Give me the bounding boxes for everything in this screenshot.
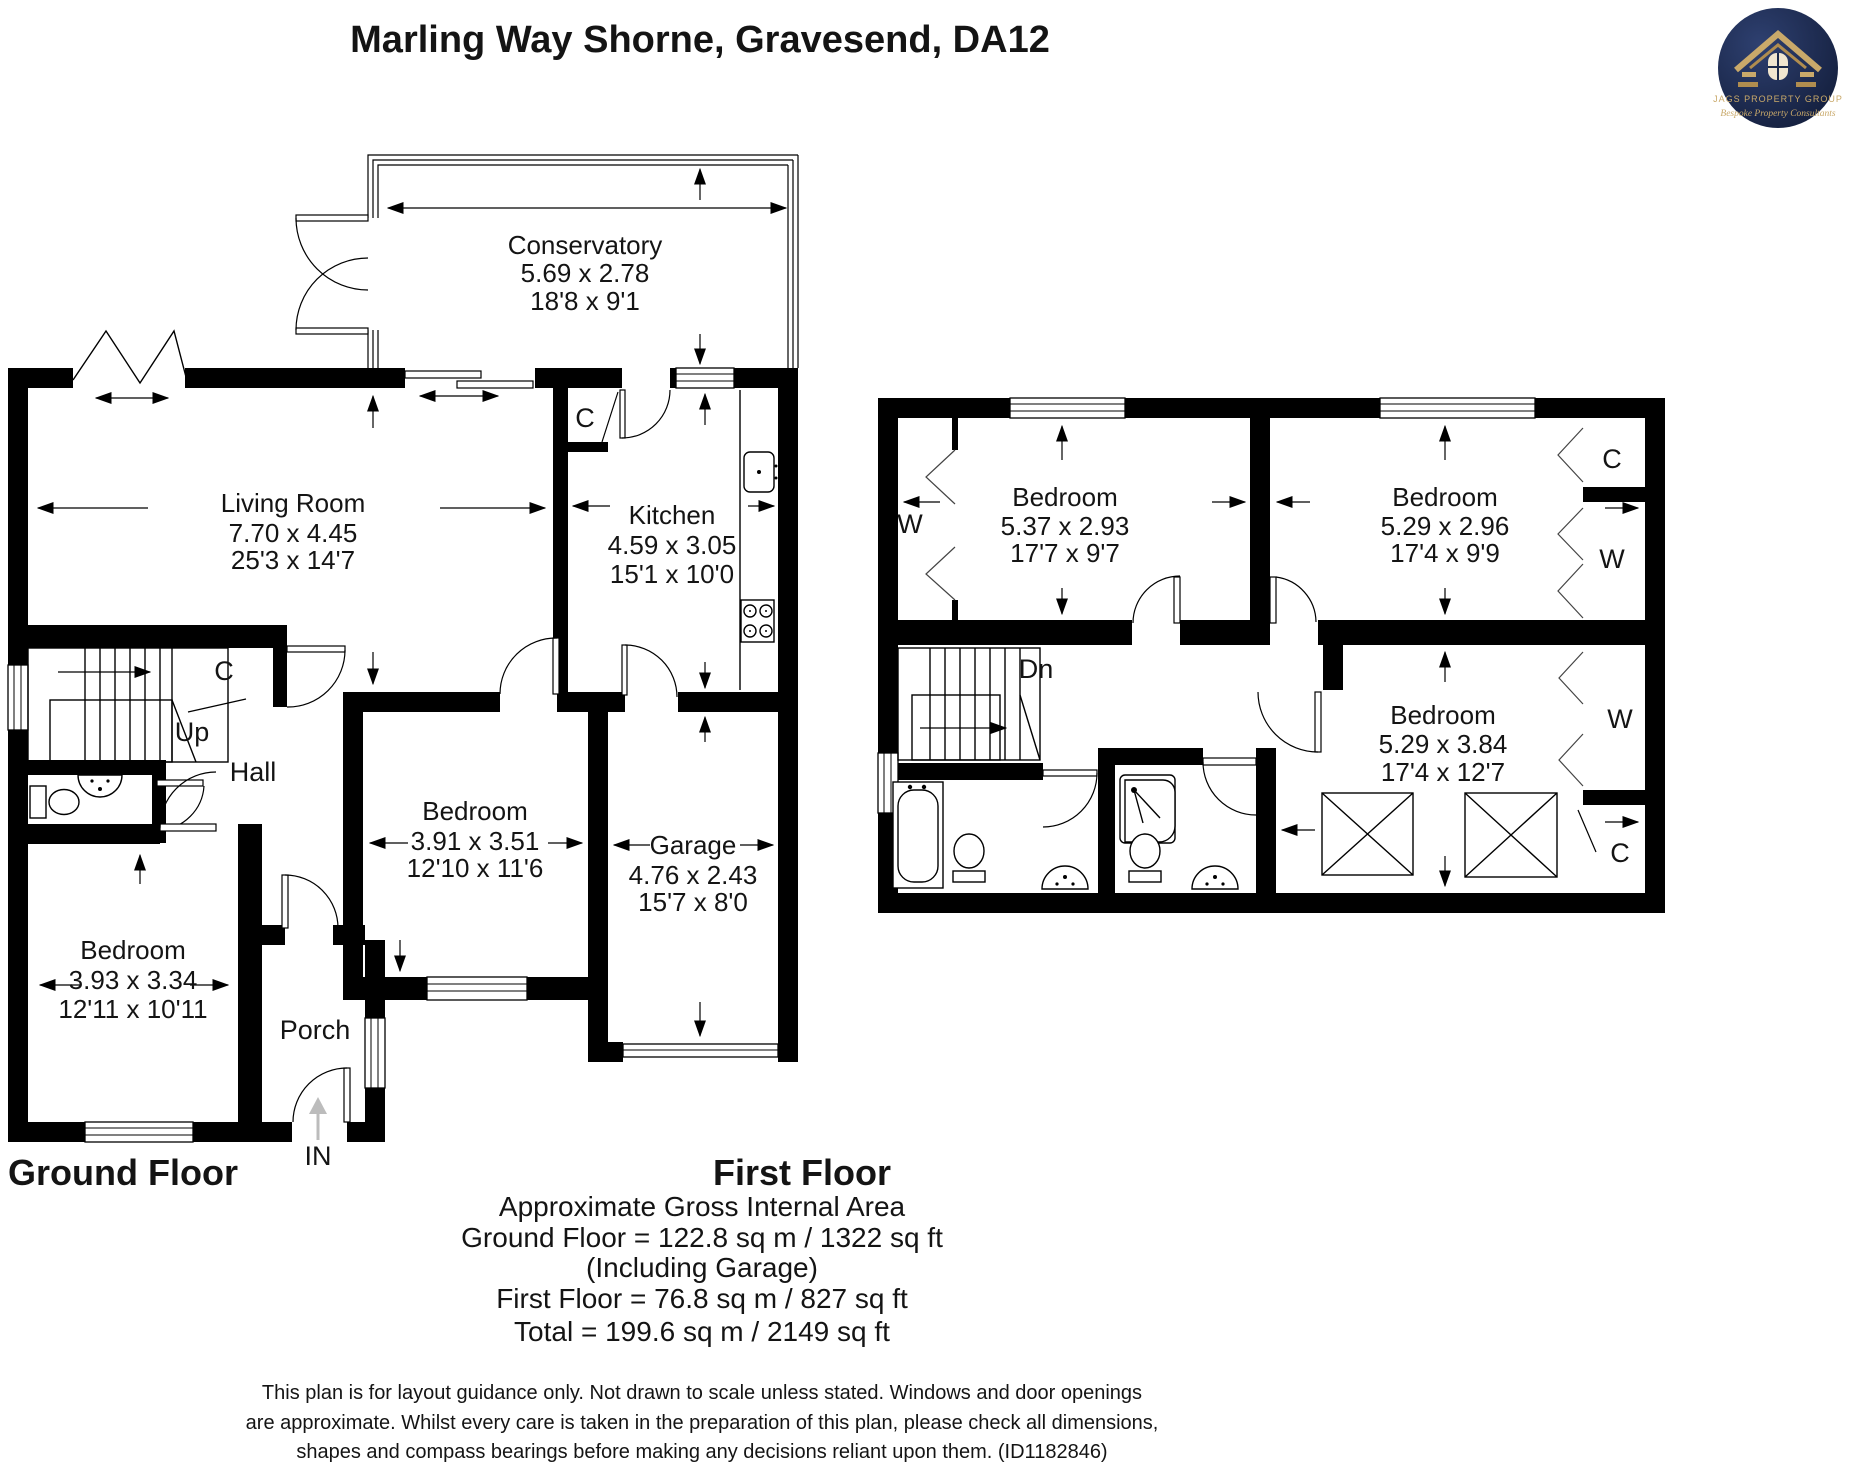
shower-icon bbox=[1120, 775, 1175, 843]
cupboard-label-right-bedroom: C bbox=[1602, 444, 1622, 474]
disclaimer bbox=[246, 1382, 1159, 1463]
kitchen-door-icon bbox=[620, 390, 670, 438]
svg-text:Living Room: Living Room bbox=[220, 488, 366, 518]
french-doors bbox=[296, 215, 368, 334]
basin-icon bbox=[1192, 866, 1238, 889]
svg-text:Bedroom: Bedroom bbox=[422, 796, 528, 826]
sliding-door-icon bbox=[405, 371, 533, 396]
stair-cupboard-door-icon bbox=[188, 699, 246, 712]
porch-label: Porch bbox=[279, 1015, 351, 1045]
svg-text:17'7 x 9'7: 17'7 x 9'7 bbox=[1010, 538, 1120, 568]
kitchen-cupboard-door-icon bbox=[602, 392, 618, 442]
room-label-left-bedroom bbox=[1001, 482, 1130, 568]
svg-text:5.37 x 2.93: 5.37 x 2.93 bbox=[1000, 511, 1130, 541]
stairs-down-label: Dn bbox=[1018, 654, 1054, 684]
wardrobe-label-back-bedroom: W bbox=[1607, 704, 1633, 734]
front-bedroom-window-icon bbox=[85, 1122, 193, 1142]
ground-floor-windows bbox=[8, 368, 778, 1142]
shower-room-fixtures bbox=[1120, 775, 1238, 889]
hob-icon bbox=[741, 600, 774, 642]
svg-text:3.91 x 3.51: 3.91 x 3.51 bbox=[410, 826, 540, 856]
agency-logo bbox=[1713, 8, 1843, 128]
toilet-icon bbox=[30, 786, 79, 818]
svg-text:Garage: Garage bbox=[649, 830, 737, 860]
right-bedroom-window-icon bbox=[1380, 398, 1535, 418]
right-bedroom-door-icon bbox=[1270, 577, 1316, 623]
summary-line: First Floor = 76.8 sq m / 827 sq ft bbox=[496, 1283, 908, 1314]
garage-internal-door-icon bbox=[622, 645, 677, 697]
ground-floor-heading: Ground Floor bbox=[8, 1152, 238, 1193]
sink-icon bbox=[744, 452, 778, 492]
svg-text:Bedroom: Bedroom bbox=[1012, 482, 1118, 512]
svg-text:17'4 x 9'9: 17'4 x 9'9 bbox=[1390, 538, 1500, 568]
summary-line: (Including Garage) bbox=[586, 1252, 818, 1283]
basin-icon bbox=[78, 775, 122, 797]
cupboard-label-stairs: C bbox=[214, 656, 234, 686]
svg-text:25'3 x 14'7: 25'3 x 14'7 bbox=[230, 545, 356, 575]
middle-bedroom-door-icon bbox=[500, 638, 559, 694]
svg-text:15'1 x 10'0: 15'1 x 10'0 bbox=[609, 559, 735, 589]
wardrobe-label-right-bedroom: W bbox=[1599, 544, 1625, 574]
ground-floor-walls bbox=[8, 368, 798, 1142]
toilet-icon bbox=[953, 834, 985, 882]
svg-text:5.29 x 3.84: 5.29 x 3.84 bbox=[1378, 729, 1508, 759]
page-title: Marling Way Shorne, Gravesend, DA12 bbox=[350, 19, 1050, 61]
svg-text:12'11 x 10'11: 12'11 x 10'11 bbox=[58, 994, 208, 1024]
hall-label: Hall bbox=[229, 757, 277, 787]
logo-tagline: Bespoke Property Consultants bbox=[1720, 109, 1836, 119]
summary-line: Total = 199.6 sq m / 2149 sq ft bbox=[514, 1316, 890, 1347]
summary-line: Ground Floor = 122.8 sq m / 1322 sq ft bbox=[461, 1222, 943, 1253]
kitchen-fittings bbox=[740, 390, 778, 690]
svg-text:4.59 x 3.05: 4.59 x 3.05 bbox=[607, 530, 737, 560]
svg-text:Bedroom: Bedroom bbox=[80, 935, 186, 965]
svg-text:7.70 x 4.45: 7.70 x 4.45 bbox=[228, 518, 358, 548]
svg-text:5.29 x 2.96: 5.29 x 2.96 bbox=[1380, 511, 1510, 541]
cupboard-label-kitchen: C bbox=[575, 403, 595, 433]
cupboard-label-back-bedroom: C bbox=[1610, 838, 1630, 868]
bathroom-fixtures bbox=[893, 782, 1088, 889]
bathroom-door-icon bbox=[1043, 770, 1097, 827]
svg-text:Bedroom: Bedroom bbox=[1392, 482, 1498, 512]
area-summary bbox=[461, 1191, 943, 1347]
wc-fixtures bbox=[30, 775, 122, 818]
living-room-door-icon bbox=[287, 646, 345, 707]
wardrobe-label-left: W bbox=[897, 509, 923, 539]
svg-text:18'8 x 9'1: 18'8 x 9'1 bbox=[530, 286, 640, 316]
toilet-icon bbox=[1129, 834, 1161, 882]
room-label-conservatory bbox=[508, 230, 663, 316]
room-label-kitchen bbox=[608, 500, 737, 589]
back-bedroom-door-icon bbox=[1258, 692, 1321, 752]
left-bedroom-window-icon bbox=[1010, 398, 1125, 418]
room-label-right-bedroom bbox=[1381, 482, 1510, 568]
back-cupboard-door-icon bbox=[1578, 810, 1596, 852]
shower-room-door-icon bbox=[1203, 758, 1256, 815]
first-floor-plan bbox=[878, 398, 1665, 913]
svg-text:3.93 x 3.34: 3.93 x 3.34 bbox=[68, 965, 198, 995]
disclaimer-line: This plan is for layout guidance only. Not drawn to scale unless stated. Windows and door openings bbox=[261, 1382, 1143, 1404]
entrance-arrow-icon bbox=[309, 1097, 327, 1140]
porch-window-icon bbox=[365, 1018, 385, 1088]
ground-floor-plan bbox=[8, 155, 798, 1171]
room-label-middle-bedroom bbox=[407, 796, 544, 883]
logo-org-name: JAGS PROPERTY GROUP bbox=[1713, 94, 1843, 104]
left-bedroom-door-icon bbox=[1133, 576, 1180, 623]
first-floor-heading: First Floor bbox=[713, 1152, 891, 1193]
disclaimer-line: are approximate. Whilst every care is taken in the preparation of this plan, please check all dimensions, bbox=[245, 1412, 1159, 1434]
bay-window-icon bbox=[73, 331, 186, 398]
svg-text:4.76 x 2.43: 4.76 x 2.43 bbox=[628, 860, 758, 890]
stairs-up-label: Up bbox=[174, 717, 210, 747]
svg-text:Bedroom: Bedroom bbox=[1390, 700, 1496, 730]
room-label-living-room bbox=[221, 488, 366, 575]
void-boxes bbox=[1322, 793, 1557, 877]
summary-line: Approximate Gross Internal Area bbox=[498, 1191, 906, 1222]
svg-text:Kitchen: Kitchen bbox=[628, 500, 716, 530]
stair-window-icon bbox=[8, 665, 28, 730]
svg-text:5.69 x 2.78: 5.69 x 2.78 bbox=[520, 258, 650, 288]
room-label-back-bedroom bbox=[1379, 700, 1508, 787]
porch-inner-door-icon bbox=[282, 875, 338, 928]
room-label-front-bedroom bbox=[58, 935, 207, 1024]
disclaimer-line: shapes and compass bearings before making any decisions reliant upon them. (ID1182846) bbox=[296, 1441, 1108, 1463]
basin-icon bbox=[1042, 866, 1088, 889]
room-label-garage bbox=[629, 830, 758, 917]
kitchen-window-icon bbox=[676, 368, 734, 388]
svg-text:12'10 x 11'6: 12'10 x 11'6 bbox=[406, 853, 544, 883]
svg-text:Conservatory: Conservatory bbox=[507, 230, 663, 260]
middle-bedroom-window-icon bbox=[427, 977, 527, 1000]
entrance-in-label: IN bbox=[304, 1141, 332, 1171]
svg-text:17'4 x 12'7: 17'4 x 12'7 bbox=[1380, 757, 1506, 787]
first-floor-walls bbox=[878, 398, 1665, 913]
bathtub-icon bbox=[893, 782, 943, 888]
svg-text:15'7 x 8'0: 15'7 x 8'0 bbox=[638, 887, 748, 917]
garage-door-icon bbox=[623, 1044, 778, 1057]
